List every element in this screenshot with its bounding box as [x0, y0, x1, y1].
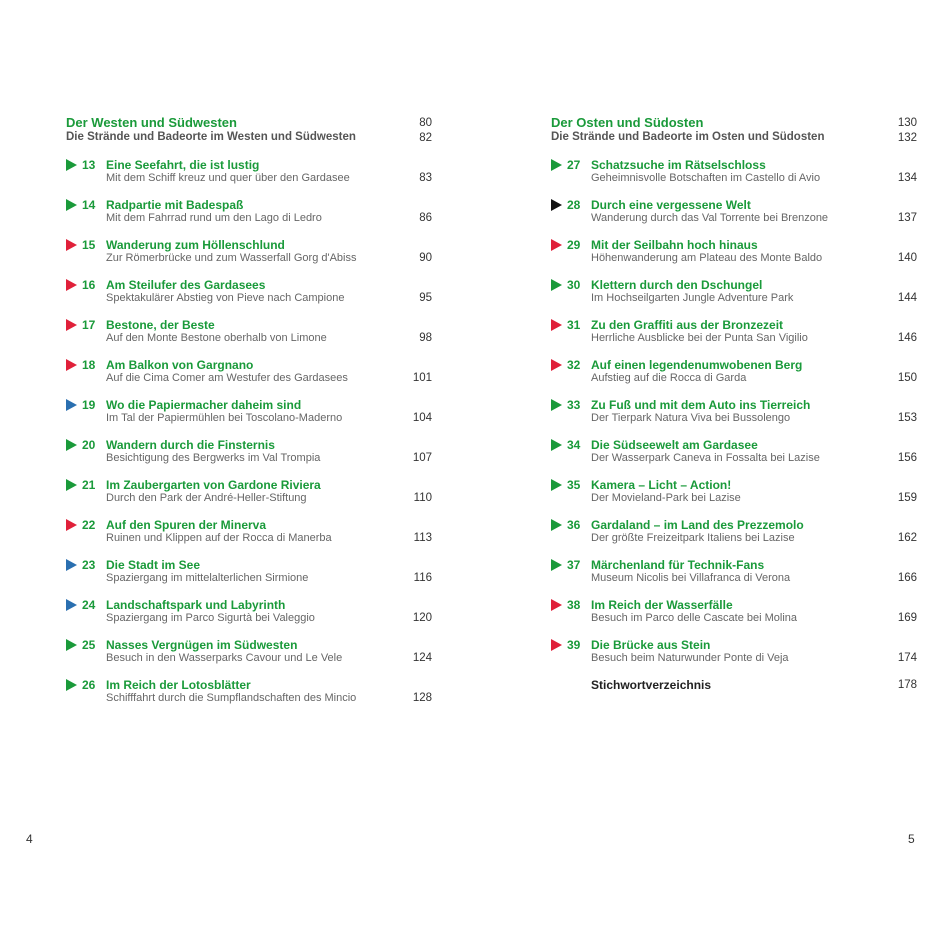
entry-page: 107	[412, 452, 432, 464]
triangle-marker-icon	[66, 519, 77, 531]
section-subtitle: Die Strände und Badeorte im Westen und Südwesten	[66, 131, 356, 143]
entry-number: 34	[567, 438, 581, 452]
toc-entry	[551, 638, 917, 678]
entry-title: Klettern durch den Dschungel	[591, 278, 763, 292]
entry-number: 37	[567, 558, 581, 572]
entry-title: Zu den Graffiti aus der Bronzezeit	[591, 318, 784, 332]
toc-entry	[551, 518, 917, 558]
entry-number: 19	[82, 398, 96, 412]
section-subtitle-page: 82	[419, 132, 432, 144]
entry-title: Eine Seefahrt, die ist lustig	[106, 158, 260, 172]
toc-entry	[551, 478, 917, 518]
section-heading-east	[551, 116, 917, 130]
toc-entry	[66, 598, 432, 638]
entry-number: 32	[567, 358, 581, 372]
entry-number: 28	[567, 198, 581, 212]
toc-entry	[66, 238, 432, 278]
entry-title: Auf den Spuren der Minerva	[106, 518, 267, 532]
entry-number: 14	[82, 198, 96, 212]
toc-entry	[551, 398, 917, 438]
toc-entry-list	[551, 158, 917, 678]
entry-subtitle: Der Wasserpark Caneva in Fossalta bei Lazise	[591, 452, 820, 464]
entry-subtitle: Besuch in den Wasserparks Cavour und Le Vele	[106, 652, 343, 664]
entry-subtitle: Museum Nicolis bei Villafranca di Verona	[591, 572, 791, 584]
entry-subtitle: Aufstieg auf die Rocca di Garda	[591, 372, 747, 384]
entry-subtitle: Durch den Park der André-Heller-Stiftung	[106, 492, 307, 504]
entry-number: 24	[82, 598, 96, 612]
section-title: Der Osten und Südosten	[551, 115, 704, 130]
toc-entry	[66, 678, 432, 718]
entry-number: 25	[82, 638, 96, 652]
toc-entry	[66, 438, 432, 478]
entry-number: 27	[567, 158, 581, 172]
entry-page: 128	[412, 692, 432, 704]
triangle-marker-icon	[66, 399, 77, 411]
entry-page: 156	[897, 452, 917, 464]
index-entry	[551, 678, 917, 694]
entry-subtitle: Ruinen und Klippen auf der Rocca di Manerba	[106, 532, 332, 544]
toc-entry	[66, 478, 432, 518]
triangle-marker-icon	[66, 599, 77, 611]
triangle-marker-icon	[551, 559, 562, 571]
section-subtitle: Die Strände und Badeorte im Osten und Südosten	[551, 131, 825, 143]
entry-number: 17	[82, 318, 96, 332]
entry-page: 153	[897, 412, 917, 424]
triangle-marker-icon	[66, 559, 77, 571]
entry-title: Am Balkon von Gargnano	[106, 358, 254, 372]
entry-page: 169	[897, 612, 917, 624]
toc-column-west	[66, 115, 432, 718]
entry-number: 18	[82, 358, 96, 372]
toc-entry	[551, 318, 917, 358]
triangle-marker-icon	[66, 639, 77, 651]
entry-page: 159	[897, 492, 917, 504]
entry-number: 13	[82, 158, 96, 172]
toc-entry	[66, 558, 432, 598]
entry-page: 90	[419, 252, 432, 264]
triangle-marker-icon	[66, 239, 77, 251]
section-page: 80	[419, 117, 432, 129]
index-title: Stichwortverzeichnis	[591, 678, 712, 692]
entry-page: 120	[412, 612, 432, 624]
entry-page: 101	[412, 372, 432, 384]
entry-number: 26	[82, 678, 96, 692]
triangle-marker-icon	[551, 519, 562, 531]
entry-title: Wo die Papiermacher daheim sind	[106, 398, 302, 412]
entry-number: 22	[82, 518, 96, 532]
entry-title: Bestone, der Beste	[106, 318, 215, 332]
triangle-marker-icon	[551, 319, 562, 331]
entry-number: 21	[82, 478, 96, 492]
entry-page: 83	[419, 172, 432, 184]
triangle-marker-icon	[66, 279, 77, 291]
toc-entry	[66, 398, 432, 438]
entry-title: Auf einen legendenumwobenen Berg	[591, 358, 803, 372]
page-number-left: 4	[26, 832, 33, 846]
toc-entry	[551, 158, 917, 198]
entry-number: 39	[567, 638, 581, 652]
entry-title: Die Brücke aus Stein	[591, 638, 711, 652]
entry-title: Am Steilufer des Gardasees	[106, 278, 266, 292]
entry-number: 36	[567, 518, 581, 532]
entry-subtitle: Besichtigung des Bergwerks im Val Trompia	[106, 452, 321, 464]
triangle-marker-icon	[551, 599, 562, 611]
section-title: Der Westen und Südwesten	[66, 115, 237, 130]
entry-page: 113	[413, 532, 432, 544]
entry-number: 31	[567, 318, 581, 332]
section-page: 130	[897, 117, 917, 129]
entry-title: Schatzsuche im Rätselschloss	[591, 158, 766, 172]
entry-title: Im Reich der Wasserfälle	[591, 598, 733, 612]
entry-subtitle: Herrliche Ausblicke bei der Punta San Vigilio	[591, 332, 808, 344]
entry-subtitle: Auf den Monte Bestone oberhalb von Limone	[106, 332, 327, 344]
toc-entry-list	[66, 158, 432, 718]
toc-entry	[551, 238, 917, 278]
entry-page: 150	[897, 372, 917, 384]
triangle-marker-icon	[66, 199, 77, 211]
entry-page: 86	[419, 212, 432, 224]
entry-page: 144	[897, 292, 917, 304]
triangle-marker-icon	[66, 319, 77, 331]
toc-entry	[551, 558, 917, 598]
entry-subtitle: Geheimnisvolle Botschaften im Castello di Avio	[591, 172, 821, 184]
triangle-marker-icon	[66, 439, 77, 451]
entry-subtitle: Im Hochseilgarten Jungle Adventure Park	[591, 292, 794, 304]
toc-entry	[66, 518, 432, 558]
triangle-marker-icon	[66, 679, 77, 691]
entry-subtitle: Im Tal der Papiermühlen bei Toscolano-Maderno	[106, 412, 343, 424]
entry-page: 140	[897, 252, 917, 264]
entry-title: Im Zaubergarten von Gardone Riviera	[106, 478, 321, 492]
triangle-marker-icon	[66, 159, 77, 171]
entry-title: Märchenland für Technik-Fans	[591, 558, 765, 572]
entry-number: 23	[82, 558, 96, 572]
entry-page: 104	[412, 412, 432, 424]
entry-subtitle: Besuch im Parco delle Cascate bei Molina	[591, 612, 798, 624]
entry-page: 95	[419, 292, 432, 304]
triangle-marker-icon	[551, 279, 562, 291]
triangle-marker-icon	[66, 359, 77, 371]
index-page: 178	[897, 679, 917, 691]
entry-title: Wanderung zum Höllenschlund	[106, 238, 285, 252]
entry-title: Die Südseewelt am Gardasee	[591, 438, 758, 452]
entry-number: 35	[567, 478, 581, 492]
entry-number: 29	[567, 238, 581, 252]
entry-page: 166	[897, 572, 917, 584]
toc-entry	[66, 358, 432, 398]
triangle-marker-icon	[551, 239, 562, 251]
entry-page: 162	[897, 532, 917, 544]
toc-entry	[551, 358, 917, 398]
page-number-right: 5	[908, 832, 915, 846]
entry-subtitle: Der Movieland-Park bei Lazise	[591, 492, 741, 504]
entry-subtitle: Wanderung durch das Val Torrente bei Brenzone	[591, 212, 829, 224]
triangle-marker-icon	[66, 479, 77, 491]
entry-subtitle: Spaziergang im Parco Sigurtà bei Valeggio	[106, 612, 315, 624]
entry-subtitle: Schifffahrt durch die Sumpflandschaften des Mincio	[106, 692, 357, 704]
entry-title: Landschaftspark und Labyrinth	[106, 598, 286, 612]
triangle-marker-icon	[551, 359, 562, 371]
entry-page: 124	[412, 652, 432, 664]
entry-number: 16	[82, 278, 96, 292]
entry-number: 20	[82, 438, 96, 452]
triangle-marker-icon	[551, 479, 562, 491]
triangle-marker-icon	[551, 439, 562, 451]
toc-entry	[66, 318, 432, 358]
entry-number: 38	[567, 598, 581, 612]
entry-title: Wandern durch die Finsternis	[106, 438, 275, 452]
entry-subtitle: Mit dem Schiff kreuz und quer über den Gardasee	[106, 172, 350, 184]
section-heading-west	[66, 116, 432, 130]
triangle-marker-icon	[551, 639, 562, 651]
entry-page: 174	[897, 652, 917, 664]
entry-subtitle: Spaziergang im mittelalterlichen Sirmione	[106, 572, 309, 584]
triangle-marker-icon	[551, 399, 562, 411]
triangle-marker-icon	[551, 159, 562, 171]
entry-subtitle: Besuch beim Naturwunder Ponte di Veja	[591, 652, 789, 664]
entry-subtitle: Höhenwanderung am Plateau des Monte Baldo	[591, 252, 823, 264]
section-subheading-west	[66, 131, 432, 145]
entry-title: Gardaland – im Land des Prezzemolo	[591, 518, 804, 532]
entry-subtitle: Auf die Cima Comer am Westufer des Gardasees	[106, 372, 348, 384]
entry-title: Die Stadt im See	[106, 558, 201, 572]
entry-subtitle: Zur Römerbrücke und zum Wasserfall Gorg d'Abiss	[106, 252, 357, 264]
entry-title: Mit der Seilbahn hoch hinaus	[591, 238, 758, 252]
entry-page: 146	[897, 332, 917, 344]
entry-page: 116	[413, 572, 432, 584]
entry-title: Zu Fuß und mit dem Auto ins Tierreich	[591, 398, 811, 412]
toc-entry	[551, 438, 917, 478]
entry-subtitle: Mit dem Fahrrad rund um den Lago di Ledro	[106, 212, 322, 224]
toc-entry	[551, 278, 917, 318]
entry-number: 30	[567, 278, 581, 292]
entry-subtitle: Der größte Freizeitpark Italiens bei Lazise	[591, 532, 795, 544]
triangle-marker-icon	[551, 199, 562, 211]
entry-page: 98	[419, 332, 432, 344]
entry-page: 110	[413, 492, 432, 504]
toc-entry	[66, 158, 432, 198]
toc-entry	[66, 278, 432, 318]
toc-column-east	[551, 115, 917, 694]
section-subtitle-page: 132	[897, 132, 917, 144]
entry-title: Im Reich der Lotosblätter	[106, 678, 251, 692]
entry-page: 137	[897, 212, 917, 224]
section-subheading-east	[551, 131, 917, 145]
entry-title: Nasses Vergnügen im Südwesten	[106, 638, 298, 652]
entry-title: Radpartie mit Badespaß	[106, 198, 244, 212]
toc-entry	[551, 198, 917, 238]
entry-title: Durch eine vergessene Welt	[591, 198, 751, 212]
entry-title: Kamera – Licht – Action!	[591, 478, 732, 492]
toc-entry	[66, 198, 432, 238]
entry-page: 134	[897, 172, 917, 184]
toc-entry	[551, 598, 917, 638]
entry-subtitle: Der Tierpark Natura Viva bei Bussolengo	[591, 412, 791, 424]
entry-number: 33	[567, 398, 581, 412]
toc-entry	[66, 638, 432, 678]
entry-number: 15	[82, 238, 96, 252]
entry-subtitle: Spektakulärer Abstieg von Pieve nach Campione	[106, 292, 345, 304]
